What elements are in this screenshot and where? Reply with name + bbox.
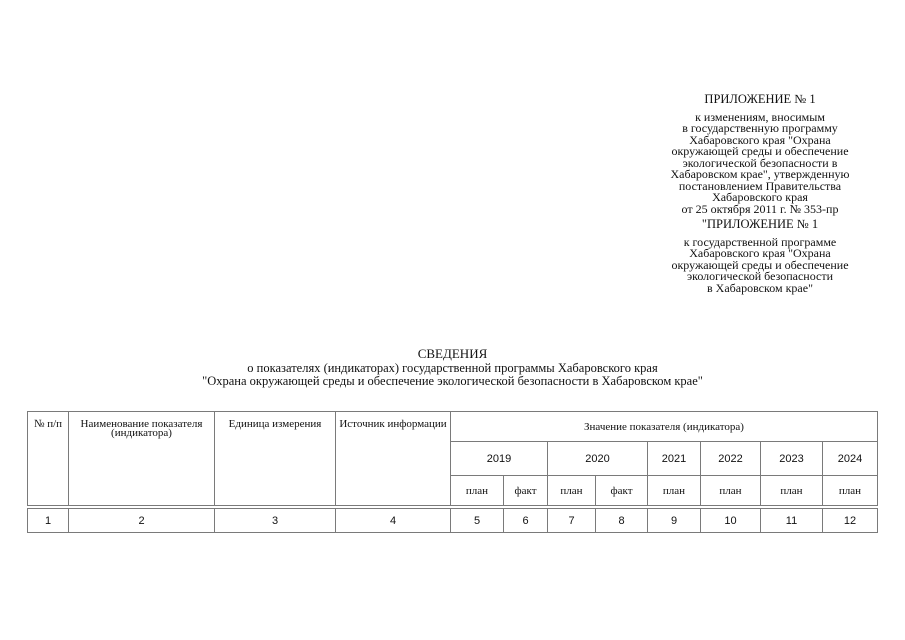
header-indicator-name: Наименование показателя (индикатора) [69, 412, 215, 506]
year-header: 2022 [701, 442, 761, 476]
column-number-cell: 11 [761, 509, 823, 533]
document-subtitle: о показателях (индикаторах) государственной программы Хабаровского края [247, 361, 658, 375]
document-title: СВЕДЕНИЯ [417, 346, 488, 361]
appendix-line: от 25 октября 2011 г. № 353-пр [681, 201, 839, 216]
appendix-line-2: в Хабаровском крае" [707, 280, 813, 295]
appendix-line: в государственную программу [682, 121, 838, 135]
column-number-cell: 10 [701, 509, 761, 533]
column-number-cell: 8 [596, 509, 648, 533]
column-number-cell: 4 [336, 509, 451, 533]
header-source: Источник информации [336, 412, 451, 506]
header-number: № п/п [28, 412, 69, 506]
appendix-block [630, 94, 890, 294]
appendix-line: Хабаровском крае", утвержденную [670, 167, 850, 181]
appendix-line-2: экологической безопасности [686, 269, 834, 283]
column-number-cell: 2 [69, 509, 215, 533]
appendix-heading-2: "ПРИЛОЖЕНИЕ № 1 [701, 217, 819, 231]
plan-fact-header: план [451, 476, 504, 506]
appendix-line-2: Хабаровского края "Охрана [689, 246, 831, 260]
appendix-line: экологической безопасности в [682, 155, 838, 170]
appendix-line: окружающей среды и обеспечение [671, 144, 849, 158]
year-header: 2019 [451, 442, 548, 476]
appendix-line: Хабаровского края [712, 190, 808, 204]
appendix-line-2: к государственной программе [683, 234, 837, 249]
indicators-table [27, 411, 878, 533]
appendix-line: постановлением Правительства [678, 178, 842, 193]
column-number-cell: 6 [504, 509, 548, 533]
column-number-cell: 12 [823, 509, 878, 533]
year-header: 2021 [648, 442, 701, 476]
plan-fact-header: план [548, 476, 596, 506]
appendix-line-2: окружающей среды и обеспечение [671, 257, 849, 272]
table-row [28, 509, 878, 533]
plan-fact-header: план [701, 476, 761, 506]
year-header: 2024 [823, 442, 878, 476]
column-number-cell: 1 [28, 509, 69, 533]
document-subtitle-2: "Охрана окружающей среды и обеспечение экологической безопасности в Хабаровском крае" [202, 374, 703, 388]
plan-fact-header: план [823, 476, 878, 506]
appendix-heading: ПРИЛОЖЕНИЕ № 1 [704, 92, 816, 106]
column-number-cell: 9 [648, 509, 701, 533]
column-number-cell: 3 [215, 509, 336, 533]
appendix-line: к изменениям, вносимым [695, 109, 825, 124]
appendix-line: Хабаровского края "Охрана [689, 132, 831, 147]
plan-fact-header: план [761, 476, 823, 506]
header-indicator-value: Значение показателя (индикатора) [451, 412, 878, 442]
year-header: 2020 [548, 442, 648, 476]
plan-fact-header: факт [504, 476, 548, 506]
column-number-cell: 7 [548, 509, 596, 533]
year-header: 2023 [761, 442, 823, 476]
column-number-cell: 5 [451, 509, 504, 533]
plan-fact-header: факт [596, 476, 648, 506]
plan-fact-header: план [648, 476, 701, 506]
header-unit: Единица измерения [215, 412, 336, 506]
